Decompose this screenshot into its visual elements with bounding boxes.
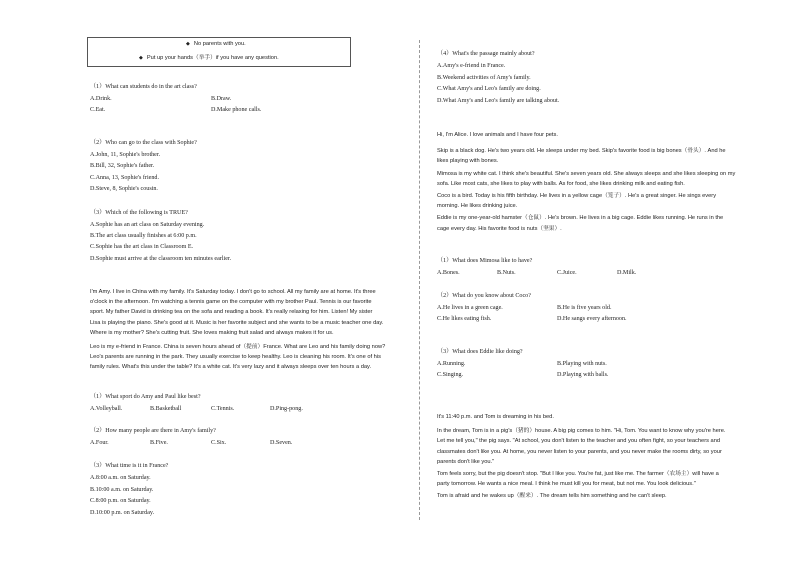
option: D.10:00 p.m. on Saturday. [90, 510, 155, 516]
question-stem: （1）What sport do Amy and Paul like best? [90, 394, 201, 400]
option: C.Eat. [90, 107, 106, 113]
option: D.Playing with balls. [557, 372, 609, 378]
option: A.John, 11, Sophie's brother. [90, 152, 161, 158]
option: D.Milk. [617, 270, 637, 276]
option: B.He is five years old. [557, 305, 612, 311]
option: C.Sophie has the art class in Classroom E. [90, 244, 194, 250]
option: C.Anna, 13, Sophie's friend. [90, 175, 159, 181]
option: C.Tennis. [211, 406, 235, 412]
option: D.Steve, 8, Sophie's cousin. [90, 186, 158, 192]
option: B.The art class usually finishes at 6:00 p.m. [90, 233, 197, 239]
option: A.Sophie has an art class on Saturday evening. [90, 222, 205, 228]
column-divider [419, 40, 420, 520]
option: B.Playing with nuts. [557, 361, 607, 367]
option: B.Draw. [211, 96, 232, 102]
option: B.10:00 a.m. on Saturday. [90, 487, 154, 493]
option: B.Bill, 32, Sophie's father. [90, 163, 155, 169]
option: D.Seven. [270, 440, 293, 446]
option: A.Bones. [437, 270, 460, 276]
option: A.Amy's e-friend in France. [437, 63, 506, 69]
option: A.Four. [90, 440, 109, 446]
question-stem: （1）What can students do in the art class? [90, 84, 197, 90]
rule-1: ◆ No parents with you. [186, 41, 246, 47]
option: B.Weekend activities of Amy's family. [437, 75, 531, 81]
passage-c: Hi, I'm Alice. I love animals and I have four pets. Skip is a black dog. He's two years old. He sleeps under my bed. Skip's favorite food is big bones（骨头）. And he likes playing with bones. Mimosa is my white cat. I think she's beautiful. She's seven years old. She always sleeps and she likes sleeping on my sofa. Like most cats, she likes to play with balls. As for food, she likes drinking milk and eating fish. Coco is a bird. Today is his fifth birthday. He lives in a yellow cage（笼子）. He's a great singer. He sings every morning. He likes drinking juice. Eddie is my one-year-old hamster（仓鼠）. He's brown. He lives in a big cage. Eddie likes running. He runs in the cage every day. His favorite food is nuts（坚果）. [437, 132, 736, 232]
option: B.Five. [150, 440, 168, 446]
rules-box [87, 37, 351, 67]
option: A.Running. [437, 361, 466, 367]
question-stem: （4）What's the passage mainly about? [437, 51, 535, 57]
option: D.What Amy's and Leo's family are talking about. [437, 98, 560, 104]
question-stem: （2）How many people are there in Amy's family? [90, 428, 216, 434]
option: C.8:00 p.m. on Saturday. [90, 498, 151, 504]
option: A.He lives in a green cage. [437, 305, 503, 311]
option: C.Six. [211, 440, 227, 446]
option: C.Singing. [437, 372, 464, 378]
option: A.Drink. [90, 96, 112, 102]
option: C.Juice. [557, 270, 577, 276]
option: D.He sangs every afternoon. [557, 316, 627, 322]
option: D.Make phone calls. [211, 107, 262, 113]
question-stem: （3）Which of the following is TRUE? [90, 210, 188, 216]
question-stem: （2）Who can go to the class with Sophie? [90, 140, 197, 146]
diamond-bullet-icon: ◆ [186, 41, 190, 47]
passage-d: It's 11:40 p.m. and Tom is dreaming in his bed. In the dream, Tom is in a pig's（猪的）house. A big pig comes to him. "Hi, Tom. You want to know why you're here. Let me tell you," the pig says. "At school, you don't listen to the teacher and you often fight, so your teachers and classmates don't like you. At home, you never listen to your parents, and you never make the rooms dirty, so your parents don't like you." Tom feels sorry, but the pig doesn't stop. "But I like you. You're fat, just like me. The farmer（农场主）will have a party tomorrow. He wants a nice meal. I think he must kill you for meat, but not me. You look delicious." Tom is afraid and he wakes up（醒来）. The dream tells him something and he can't sleep. [437, 414, 726, 500]
option: C.What Amy's and Leo's family are doing. [437, 86, 541, 92]
passage-b: I'm Amy. I live in China with my family. It's Saturday today. I don't go to school. All my family are at home. It's three o'clock in the afternoon. I'm watching a tennis game on the computer with my brother Paul. Tennis is our favorite sport. My father David is drinking tea on the sofa and reading a book. It's really relaxing for him. Listen! My sister Lisa is playing the piano. She's good at it. Music is her favorite subject and she wants to be a music teacher one day. Where is my mother? She's cutting fruit. She loves making fruit salad and always makes it for us. Leo is my e-friend in France. China is seven hours ahead of（提前）France. What are Leo and his family doing now? Leo's parents are running in the park. They usually exercise to keep healthy. Leo is cleaning his room. It's one of his family rules. What's this under the table? It's a white cat. It's very lazy and it always sleeps over ten hours a day. [90, 289, 386, 371]
option: D.Ping-pong. [270, 406, 303, 412]
diamond-bullet-icon: ◆ [139, 55, 143, 61]
option: A.8:00 a.m. on Saturday. [90, 475, 151, 481]
rule-2: ◆ Put up your hands（举手）if you have any question. [139, 55, 279, 61]
question-stem: （1）What does Mimosa like to have? [437, 258, 533, 264]
question-stem: （2）What do you know about Coco? [437, 293, 531, 299]
option: B.Nuts. [497, 270, 516, 276]
question-stem: （3）What does Eddie like doing? [437, 349, 523, 355]
option: A.Volleyball. [90, 406, 123, 412]
question-stem: （3）What time is it in France? [90, 463, 169, 469]
option: B.Basketball [150, 406, 182, 412]
option: D.Sophie must arrive at the classroom ten minutes earlier. [90, 256, 232, 262]
option: C.He likes eating fish. [437, 316, 492, 322]
